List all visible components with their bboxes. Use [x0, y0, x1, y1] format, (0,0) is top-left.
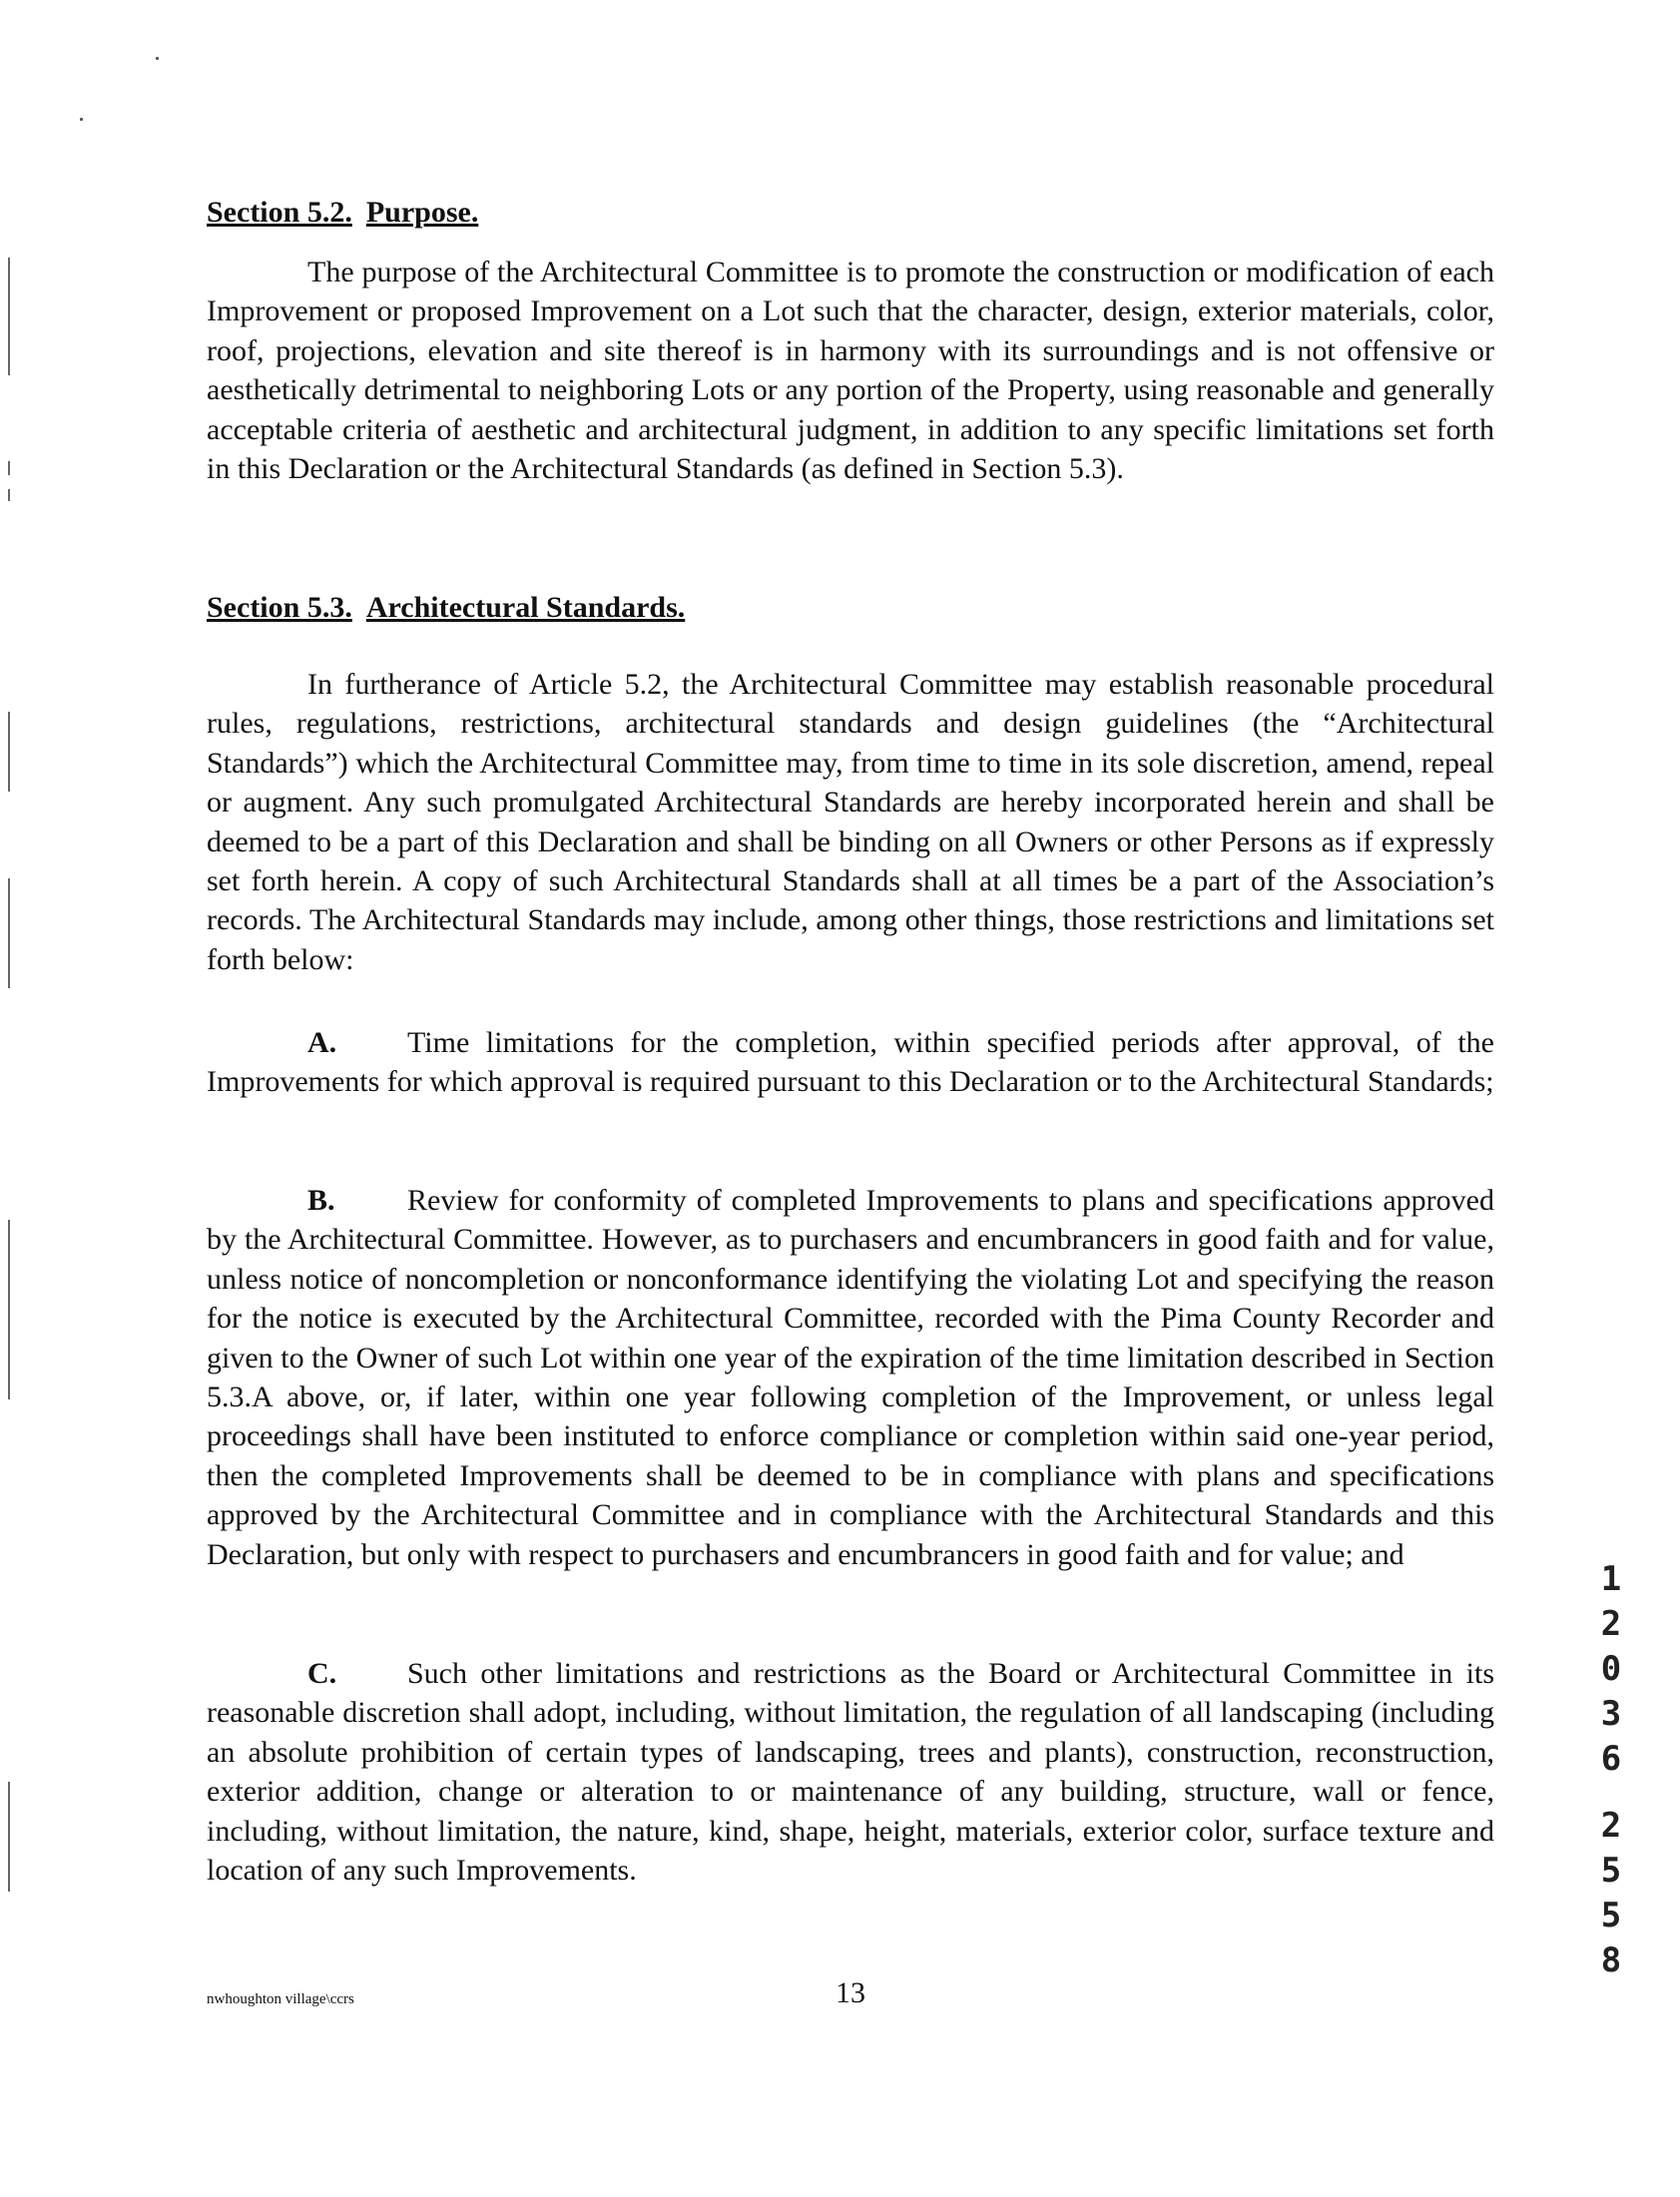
margin-change-bar — [8, 489, 10, 501]
stamp-digit: 8 — [1600, 1940, 1622, 1980]
list-item-a-letter: A. — [307, 1026, 337, 1059]
section-5-2-title: Purpose. — [365, 196, 479, 229]
section-5-2-body: The purpose of the Architectural Committee is to promote the construction or modification of each Improvement or proposed Improvement on a Lot such that the character, design, exterior materials, color, roof, projections, elevation and site thereof is in harmony with its surroundings and is not offensive or aesthetically detrimental to neighboring Lots or any portion of the Property, using reasonable and generally acceptable criteria of aesthetic and architectural judgment, in addition to any specific limitations set forth in this Declaration or the Architectural Standards (as defined in Section 5.3). — [207, 256, 1494, 486]
stamp-digit: 1 — [1600, 1559, 1622, 1599]
list-item-c-letter: C. — [307, 1657, 337, 1690]
section-5-3-title: Architectural Standards. — [365, 591, 686, 624]
footer-file-path: nwhoughton village\ccrs — [207, 1991, 354, 2007]
page-number: 13 — [836, 1976, 865, 2009]
list-item-c — [207, 1654, 1494, 1890]
margin-change-bar — [8, 712, 10, 792]
list-item-b-letter: B. — [307, 1184, 335, 1217]
stamp-digit: 2 — [1600, 1806, 1622, 1846]
recording-stamp — [1591, 1557, 1631, 1983]
scan-speck — [80, 118, 83, 121]
section-5-3-body: In furtherance of Article 5.2, the Architectural Committee may establish reasonable procedural rules, regulations, restrictions, architectural standards and design guidelines (the “Architectural Standards”) which the Architectural Committee may, from time to time in its sole discretion, amend, repeal or augment. Any such promulgated Architectural Standards are hereby incorporated herein and shall be deemed to be a part of this Declaration and shall be binding on all Owners or other Persons as if expressly set forth herein. A copy of such Architectural Standards shall at all times be a part of the Association’s records. The Architectural Standards may include, among other things, those restrictions and limitations set forth below: — [207, 668, 1494, 976]
scan-speck — [156, 57, 159, 60]
section-5-2-heading — [207, 196, 478, 230]
list-item-a-text: Time limitations for the completion, within specified periods after approval, of the Improvements for which approval is required pursuant to this Declaration or to the Architectural Standards; — [207, 1026, 1494, 1099]
margin-change-bar — [8, 1782, 10, 1892]
section-5-2-number: Section 5.2. — [207, 196, 352, 229]
stamp-digit: 2 — [1600, 1604, 1622, 1644]
margin-change-bar — [8, 1220, 10, 1399]
margin-change-bar — [8, 258, 10, 375]
stamp-digit: 5 — [1600, 1851, 1622, 1891]
stamp-digit: 0 — [1600, 1649, 1622, 1689]
stamp-digit: 6 — [1600, 1739, 1622, 1779]
stamp-digit: 5 — [1600, 1896, 1622, 1935]
list-item-b-text: Review for conformity of completed Improvements to plans and specifications approved by the Architectural Committee. However, as to purchasers and encumbrancers in good faith and for value, unless notice of noncompletion or nonconformance identifying the violating Lot and specifying the reason for the notice is executed by the Architectural Committee, recorded with the Pima County Recorder and given to the Owner of such Lot within one year of the expiration of the time limitation described in Section 5.3.A above, or, if later, within one year following completion of the Improvement, or unless legal proceedings shall have been instituted to enforce compliance or completion within said one-year period, then the completed Improvements shall be deemed to be in compliance with plans and specifications approved by the Architectural Committee and in compliance with the Architectural Standards and this Declaration, but only with respect to purchasers and encumbrancers in good faith and for value; and — [207, 1184, 1494, 1571]
section-5-3-number: Section 5.3. — [207, 591, 352, 624]
list-item-a — [207, 1023, 1494, 1102]
list-item-b — [207, 1181, 1494, 1574]
margin-change-bar — [8, 461, 10, 475]
margin-change-bar — [8, 878, 10, 988]
stamp-digit: 3 — [1600, 1694, 1622, 1734]
list-item-c-text: Such other limitations and restrictions as the Board or Architectural Committee in its reasonable discretion shall adopt, including, without limitation, the regulation of all landscaping (including an absolute prohibition of certain types of landscaping, trees and plants), construction, reconstruction, exterior addition, change or alteration to or maintenance of any building, structure, wall or fence, including, without limitation, the nature, kind, shape, height, materials, exterior color, surface texture and location of any such Improvements. — [207, 1657, 1494, 1888]
section-5-3-heading — [207, 591, 685, 625]
